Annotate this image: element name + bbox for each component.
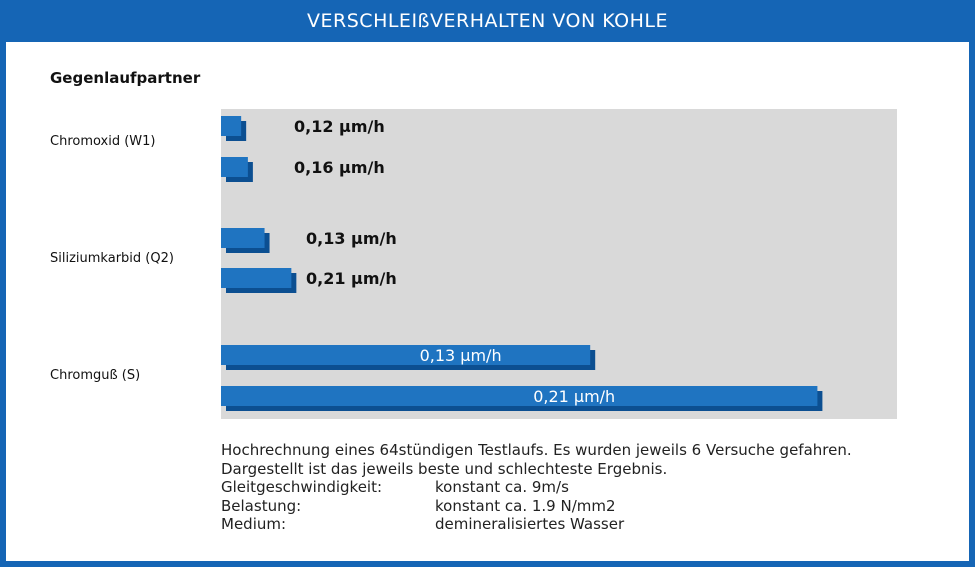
bar-chromguss-1 bbox=[221, 345, 590, 365]
param-row bbox=[221, 497, 852, 516]
data-label-siliziumkarbid-2: 0,21 µm/h bbox=[306, 269, 397, 288]
notes-block bbox=[221, 441, 852, 534]
data-label-siliziumkarbid-1: 0,13 µm/h bbox=[306, 229, 397, 248]
data-label-chromoxid-2: 0,16 µm/h bbox=[294, 158, 385, 177]
param-key-speed: Gleitgeschwindigkeit: bbox=[221, 478, 383, 496]
notes-line bbox=[221, 460, 852, 479]
param-row bbox=[221, 478, 852, 497]
chart-title: VERSCHLEIßVERHALTEN VON KOHLE bbox=[307, 10, 668, 32]
category-label-chromguss: Chromguß (S) bbox=[50, 368, 141, 383]
param-value-load: konstant ca. 1.9 N/mm2 bbox=[435, 496, 616, 515]
param-key-medium: Medium: bbox=[221, 515, 287, 533]
notes-line-1: Hochrechnung eines 64stündigen Testlaufs. Es wurden jeweils 6 Versuche gefahren. bbox=[221, 441, 852, 459]
data-label-chromguss-1: 0,13 µm/h bbox=[419, 346, 502, 365]
category-label-chromoxid: Chromoxid (W1) bbox=[50, 134, 156, 149]
notes-line bbox=[221, 441, 852, 460]
plot-background bbox=[221, 109, 897, 419]
param-value-speed: konstant ca. 9m/s bbox=[435, 478, 569, 496]
category-label-siliziumkarbid: Siliziumkarbid (Q2) bbox=[50, 251, 174, 266]
data-label-chromguss-2: 0,21 µm/h bbox=[533, 387, 616, 406]
param-row bbox=[221, 515, 852, 534]
data-label-chromoxid-1: 0,12 µm/h bbox=[294, 117, 385, 136]
param-key-load: Belastung: bbox=[221, 496, 302, 515]
bar-siliziumkarbid-2 bbox=[221, 268, 291, 288]
bar-chromoxid-1 bbox=[221, 116, 241, 136]
chart-subtitle: Gegenlaufpartner bbox=[50, 69, 201, 87]
bar-siliziumkarbid-1 bbox=[221, 228, 265, 248]
bar-chromoxid-2 bbox=[221, 157, 248, 177]
notes-line-2: Dargestellt ist das jeweils beste und schlechteste Ergebnis. bbox=[221, 459, 668, 478]
param-value-medium: demineralisiertes Wasser bbox=[435, 515, 625, 533]
bar-chromguss-2 bbox=[221, 386, 817, 406]
